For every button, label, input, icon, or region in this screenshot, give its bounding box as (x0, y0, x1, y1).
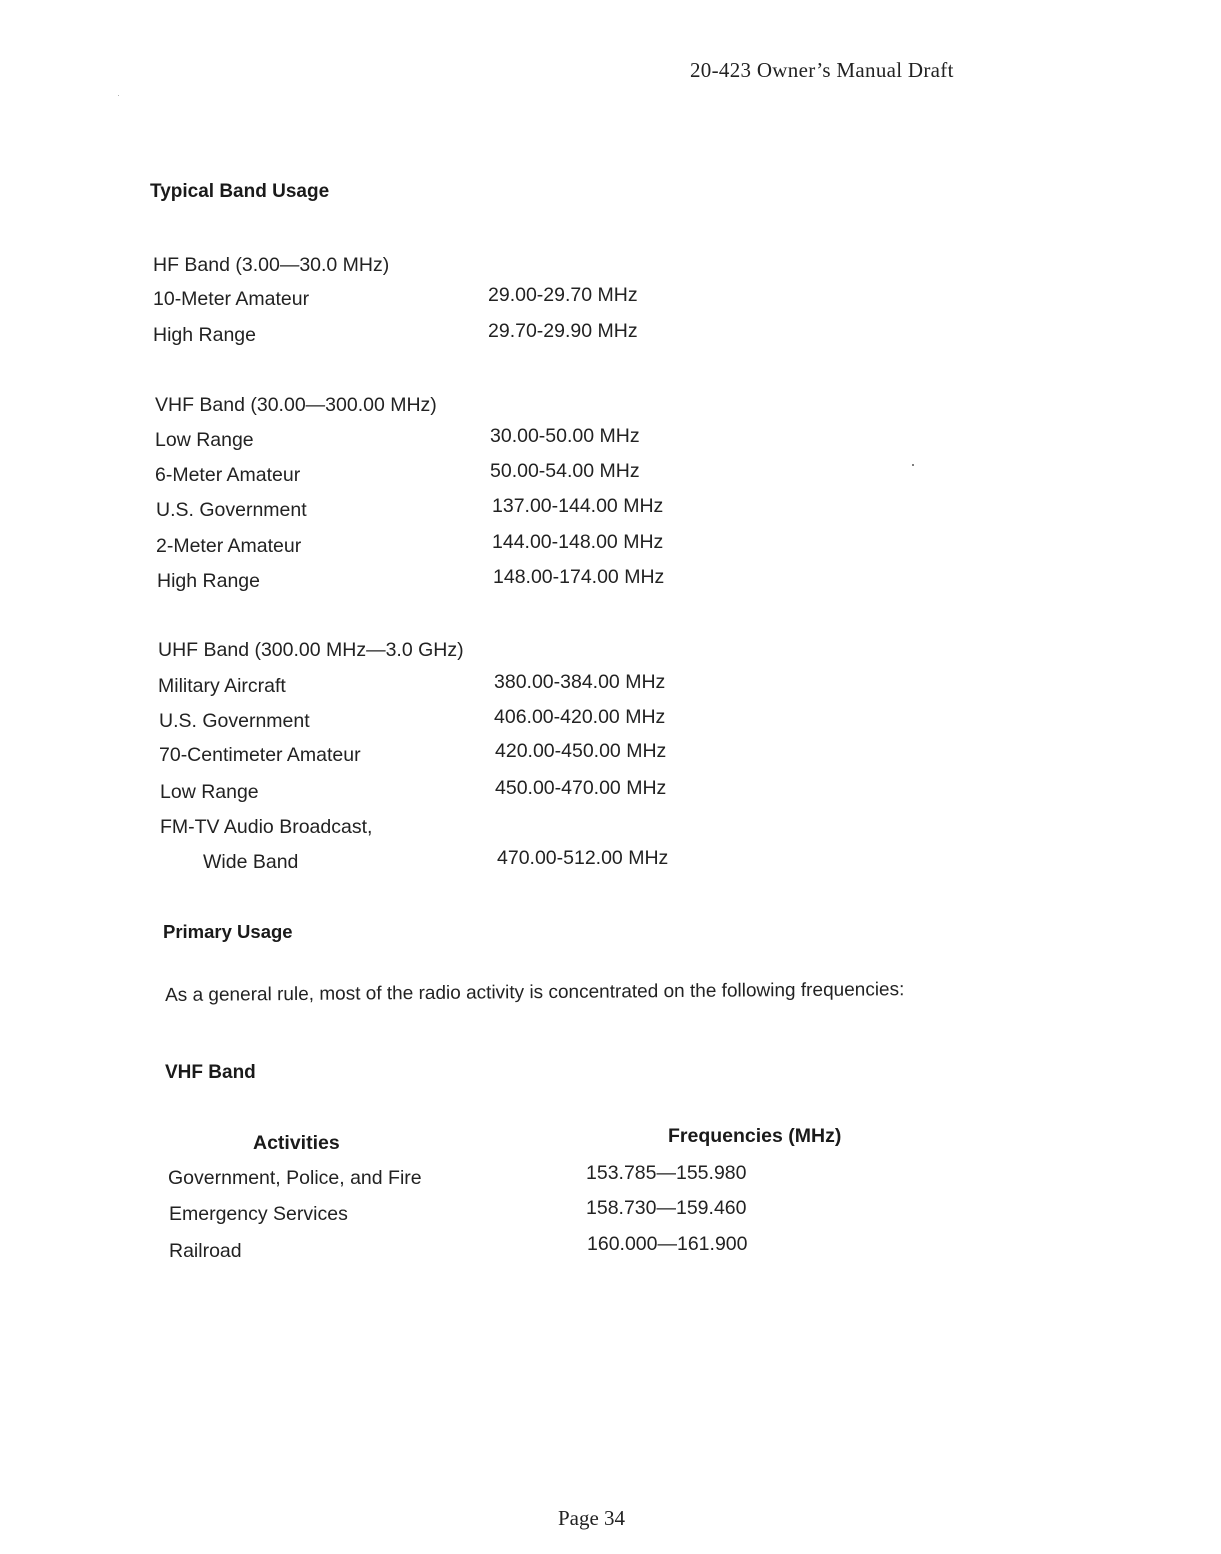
uhf-row-freq: 420.00-450.00 MHz (495, 740, 667, 762)
hf-row-name: 10-Meter Amateur (153, 288, 310, 310)
primary-usage-title: Primary Usage (163, 921, 293, 942)
page-footer (0, 1506, 1221, 1531)
header-title: 20-423 Owner’s Manual Draft (690, 58, 954, 82)
uhf-row-name: Military Aircraft (158, 675, 286, 697)
vhf-row-name: U.S. Government (156, 499, 307, 521)
activities-column-header: Activities (253, 1132, 340, 1154)
activity-name: Railroad (169, 1240, 242, 1262)
page-number: Page 34 (557, 1506, 626, 1530)
activity-name: Emergency Services (169, 1203, 348, 1225)
vhf-row-name: 6-Meter Amateur (155, 464, 301, 486)
uhf-row-name: U.S. Government (159, 710, 310, 732)
vhf-row-freq: 148.00-174.00 MHz (493, 566, 665, 588)
hf-row-freq: 29.70-29.90 MHz (488, 320, 638, 342)
activity-freq: 158.730—159.460 (586, 1197, 747, 1219)
vhf-row-name: Low Range (155, 429, 254, 451)
vhf-row-name: High Range (157, 570, 260, 592)
hf-row-freq: 29.00-29.70 MHz (488, 284, 638, 306)
uhf-row-name: 70-Centimeter Amateur (159, 744, 361, 766)
vhf-row-freq: 144.00-148.00 MHz (492, 531, 664, 553)
uhf-row-name: Low Range (160, 781, 259, 803)
uhf-row-name: FM-TV Audio Broadcast, (160, 816, 373, 838)
vhf-row-freq: 137.00-144.00 MHz (492, 495, 664, 517)
vhf-row-freq: 50.00-54.00 MHz (490, 460, 640, 482)
uhf-band-title: UHF Band (300.00 MHz—3.0 GHz) (158, 639, 464, 661)
uhf-row-name: Wide Band (203, 851, 299, 873)
section-title: Typical Band Usage (150, 181, 330, 202)
uhf-row-freq: 450.00-470.00 MHz (495, 777, 667, 799)
activity-name: Government, Police, and Fire (168, 1167, 422, 1189)
uhf-row-freq: 470.00-512.00 MHz (497, 847, 669, 869)
vhf-row-freq: 30.00-50.00 MHz (490, 425, 640, 447)
vhf-band-heading: VHF Band (165, 1062, 256, 1083)
vhf-row-name: 2-Meter Amateur (156, 535, 302, 557)
scan-speck (118, 95, 119, 96)
primary-usage-text: As a general rule, most of the radio activity is concentrated on the following frequencies: (165, 979, 905, 1006)
hf-band-title: HF Band (3.00—30.0 MHz) (153, 254, 390, 276)
uhf-row-freq: 380.00-384.00 MHz (494, 671, 666, 693)
activity-freq: 160.000—161.900 (587, 1233, 748, 1255)
vhf-band-title: VHF Band (30.00—300.00 MHz) (155, 394, 437, 416)
scan-speck (912, 464, 914, 466)
hf-row-name: High Range (153, 324, 256, 346)
frequencies-column-header: Frequencies (MHz) (668, 1125, 842, 1147)
activity-freq: 153.785—155.980 (586, 1162, 747, 1184)
uhf-row-freq: 406.00-420.00 MHz (494, 706, 666, 728)
